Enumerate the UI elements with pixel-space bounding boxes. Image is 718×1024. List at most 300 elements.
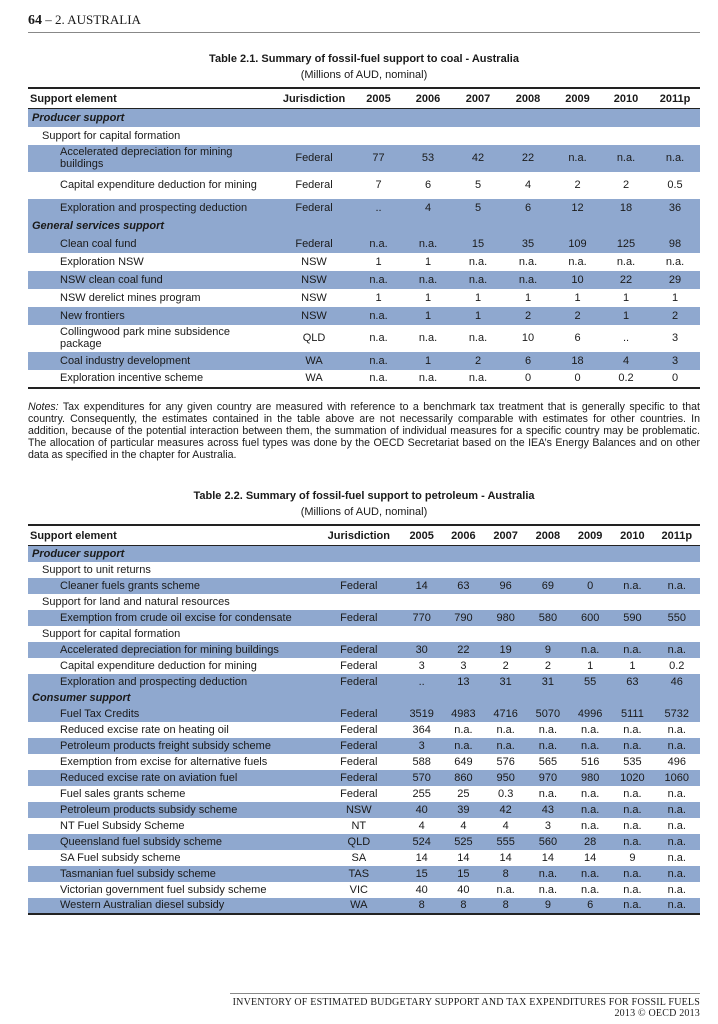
value-cell: 1	[602, 307, 650, 325]
value-cell: n.a.	[623, 819, 642, 832]
value-cell: 12	[553, 199, 602, 217]
col-header-support-element: Support element	[28, 88, 274, 109]
value-cell: 55	[569, 674, 611, 690]
value-cell: 524	[401, 834, 442, 850]
section-label: Producer support	[28, 546, 700, 562]
jurisdiction-cell: NSW	[301, 291, 327, 304]
value-cell: n.a.	[623, 723, 642, 736]
table-row	[28, 786, 700, 802]
value-cell: 600	[569, 610, 611, 626]
value-cell: 4	[460, 819, 467, 832]
jurisdiction-cell: QLD	[302, 332, 326, 344]
section-label: General services support	[28, 217, 700, 235]
value-cell: n.a.	[538, 787, 558, 800]
table-row	[28, 610, 700, 626]
value-cell: n.a.	[611, 866, 653, 882]
row-label: Petroleum products freight subsidy scheme	[28, 738, 317, 754]
value-cell: 14	[401, 578, 442, 594]
table-row	[28, 658, 700, 674]
value-cell: 790	[442, 610, 484, 626]
value-cell: 4	[403, 199, 453, 217]
value-cell: n.a.	[369, 372, 388, 384]
value-cell: 0	[524, 372, 532, 384]
value-cell: 2	[453, 352, 503, 370]
table-row	[28, 802, 700, 818]
value-cell: 364	[412, 723, 431, 736]
table-row	[28, 370, 700, 388]
value-cell: 980	[569, 770, 611, 786]
value-cell: n.a.	[538, 883, 558, 896]
value-cell: 0.2	[669, 659, 685, 672]
table-subtitle: (Millions of AUD, nominal)	[300, 69, 428, 81]
row-label: Capital expenditure deduction for mining	[60, 179, 257, 191]
table-row	[28, 307, 700, 325]
value-cell: n.a.	[667, 851, 686, 864]
table-row	[28, 834, 700, 850]
row-label: Queensland fuel subsidy scheme	[28, 834, 317, 850]
petroleum-support-table	[28, 524, 700, 915]
value-cell: 2	[650, 307, 700, 325]
value-cell: 1	[474, 291, 482, 304]
value-cell: 1	[424, 291, 432, 304]
value-cell: n.a.	[418, 372, 438, 384]
value-cell: 590	[611, 610, 653, 626]
table-row	[28, 818, 700, 834]
value-cell: n.a.	[496, 723, 515, 736]
value-cell: 1	[375, 255, 382, 268]
value-cell: n.a.	[654, 866, 700, 882]
value-cell: n.a.	[611, 834, 653, 850]
table-row	[28, 898, 700, 914]
col-header-jurisdiction: Jurisdiction	[317, 525, 402, 546]
table-notes	[28, 401, 700, 461]
value-cell: 0	[574, 372, 581, 384]
table-row	[28, 722, 700, 738]
value-cell: n.a.	[569, 642, 611, 658]
value-cell: n.a.	[485, 738, 527, 754]
value-cell: 9	[629, 851, 636, 864]
value-cell: 36	[650, 199, 700, 217]
value-cell: 15	[401, 866, 442, 882]
section-label: Producer support	[28, 109, 700, 127]
value-cell: 28	[569, 834, 611, 850]
value-cell: n.a.	[667, 723, 686, 736]
jurisdiction-cell: Federal	[317, 706, 402, 722]
value-cell: n.a.	[580, 883, 600, 896]
value-cell: 2	[544, 659, 551, 672]
jurisdiction-cell: NSW	[274, 271, 354, 289]
value-cell: n.a.	[654, 898, 700, 914]
table-subtitle: (Millions of AUD, nominal)	[300, 506, 428, 518]
value-cell: n.a.	[538, 723, 558, 736]
jurisdiction-cell: Federal	[340, 755, 378, 768]
value-cell: 40	[415, 883, 428, 896]
group-label: Support for capital formation	[42, 129, 181, 142]
value-cell: 42	[453, 145, 503, 172]
row-label: Exploration and prospecting deduction	[28, 674, 317, 690]
value-cell: 6	[503, 352, 553, 370]
value-cell: 255	[412, 787, 431, 800]
value-cell: n.a.	[354, 307, 403, 325]
value-cell: 14	[584, 851, 597, 864]
row-label: Exemption from excise for alternative fuels	[60, 755, 268, 768]
table-title: Table 2.1. Summary of fossil-fuel support to coal - Australia	[209, 53, 519, 65]
value-cell: 6	[424, 179, 432, 191]
row-label: Tasmanian fuel subsidy scheme	[28, 866, 317, 882]
value-cell: 96	[485, 578, 527, 594]
value-cell: 535	[623, 755, 642, 768]
value-cell: 109	[553, 235, 602, 253]
value-cell: 3	[418, 659, 425, 672]
value-cell: 30	[401, 642, 442, 658]
value-cell: 46	[654, 674, 700, 690]
value-cell: 2	[503, 307, 553, 325]
col-header-jurisdiction: Jurisdiction	[274, 88, 354, 109]
value-cell: 14	[499, 851, 512, 864]
value-cell: n.a.	[468, 332, 488, 344]
section-row	[28, 217, 700, 235]
table-row	[28, 352, 700, 370]
col-header-year: 2009	[569, 525, 611, 546]
value-cell: n.a.	[602, 145, 650, 172]
col-header-year: 2008	[503, 88, 553, 109]
value-cell: 14	[457, 851, 470, 864]
header-rule	[28, 32, 700, 33]
row-label: Fuel Tax Credits	[28, 706, 317, 722]
table-row	[28, 674, 700, 690]
value-cell: n.a.	[616, 255, 636, 268]
coal-support-table	[28, 87, 700, 389]
value-cell: 1	[375, 291, 382, 304]
row-label: Exploration NSW	[60, 255, 144, 268]
value-cell: 950	[485, 770, 527, 786]
value-cell: 0	[671, 372, 679, 384]
value-cell: 3	[544, 819, 551, 832]
jurisdiction-cell: Federal	[317, 642, 402, 658]
value-cell: 4	[602, 352, 650, 370]
jurisdiction-cell: Federal	[317, 610, 402, 626]
value-cell: 2	[502, 659, 509, 672]
value-cell: n.a.	[468, 255, 488, 268]
value-cell: 40	[401, 802, 442, 818]
value-cell: 53	[403, 145, 453, 172]
col-header-year: 2005	[354, 88, 403, 109]
value-cell: 5111	[611, 706, 653, 722]
jurisdiction-cell: TAS	[317, 866, 402, 882]
row-label: SA Fuel subsidy scheme	[60, 851, 181, 864]
table-title: Table 2.2. Summary of fossil-fuel support to petroleum - Australia	[193, 490, 535, 502]
row-label: Exploration incentive scheme	[60, 372, 204, 384]
jurisdiction-cell: NT	[351, 819, 367, 832]
value-cell: 980	[485, 610, 527, 626]
value-cell: 555	[485, 834, 527, 850]
value-cell: 69	[527, 578, 569, 594]
value-cell: 1	[403, 352, 453, 370]
value-cell: 0	[569, 578, 611, 594]
value-cell: 15	[442, 866, 484, 882]
jurisdiction-cell: VIC	[349, 883, 368, 896]
row-label: Clean coal fund	[28, 235, 274, 253]
group-row	[28, 594, 700, 610]
table-row	[28, 738, 700, 754]
value-cell: 31	[485, 674, 527, 690]
col-header-year: 2005	[401, 525, 442, 546]
value-cell: 570	[401, 770, 442, 786]
jurisdiction-cell: Federal	[340, 787, 378, 800]
col-header-year: 2007	[485, 525, 527, 546]
value-cell: 40	[457, 883, 470, 896]
value-cell: 77	[354, 145, 403, 172]
footer-rule	[230, 993, 700, 994]
value-cell: n.a.	[654, 642, 700, 658]
group-label: Support to unit returns	[42, 563, 151, 576]
table-row	[28, 706, 700, 722]
row-label: Cleaner fuels grants scheme	[28, 578, 317, 594]
value-cell: 1	[629, 659, 636, 672]
value-cell: 98	[650, 235, 700, 253]
value-cell: 4	[418, 819, 425, 832]
page-header	[28, 12, 700, 32]
page-footer: INVENTORY OF ESTIMATED BUDGETARY SUPPORT AND TAX EXPENDITURES FOR FOSSIL FUELS 2013 © OECD 2013	[232, 997, 700, 1019]
value-cell: 0.3	[498, 787, 514, 800]
jurisdiction-cell: QLD	[317, 834, 402, 850]
jurisdiction-cell: Federal	[317, 674, 402, 690]
value-cell: n.a.	[403, 235, 453, 253]
value-cell: 1060	[654, 770, 700, 786]
value-cell: 14	[415, 851, 428, 864]
value-cell: 19	[485, 642, 527, 658]
table-row	[28, 289, 700, 307]
value-cell: 1020	[611, 770, 653, 786]
row-label: NSW derelict mines program	[60, 291, 201, 304]
value-cell: n.a.	[442, 738, 484, 754]
col-header-year: 2011p	[654, 525, 700, 546]
header-row	[28, 88, 700, 109]
section-title: – 2. AUSTRALIA	[42, 12, 141, 27]
value-cell: 4	[524, 179, 532, 191]
value-cell: 8	[485, 866, 527, 882]
section-label: Consumer support	[28, 690, 700, 706]
value-cell: 31	[527, 674, 569, 690]
value-cell: n.a.	[354, 271, 403, 289]
value-cell: n.a.	[611, 898, 653, 914]
value-cell: 8	[401, 898, 442, 914]
value-cell: 560	[527, 834, 569, 850]
table-row	[28, 578, 700, 594]
table-row	[28, 754, 700, 770]
row-label: Fuel sales grants scheme	[60, 787, 186, 800]
row-label: Reduced excise rate on aviation fuel	[28, 770, 317, 786]
value-cell: n.a.	[527, 738, 569, 754]
value-cell: n.a.	[611, 642, 653, 658]
value-cell: n.a.	[667, 883, 686, 896]
value-cell: 496	[667, 755, 686, 768]
group-row	[28, 626, 700, 642]
value-cell: 3	[460, 659, 467, 672]
jurisdiction-cell: Federal	[317, 770, 402, 786]
table-row	[28, 850, 700, 866]
value-cell: 1	[622, 291, 630, 304]
value-cell: ..	[401, 674, 442, 690]
value-cell: n.a.	[403, 271, 453, 289]
value-cell: 550	[654, 610, 700, 626]
value-cell: 13	[442, 674, 484, 690]
value-cell: 6	[569, 898, 611, 914]
value-cell: 0.2	[618, 372, 634, 384]
value-cell: 6	[503, 199, 553, 217]
value-cell: 649	[454, 755, 473, 768]
value-cell: 0.5	[667, 179, 683, 191]
col-header-year: 2011p	[650, 88, 700, 109]
group-row	[28, 562, 700, 578]
section-row	[28, 109, 700, 127]
table-row	[28, 145, 700, 172]
value-cell: n.a.	[580, 819, 600, 832]
value-cell: n.a.	[667, 819, 686, 832]
col-header-year: 2006	[403, 88, 453, 109]
value-cell: n.a.	[569, 802, 611, 818]
value-cell: n.a.	[354, 352, 403, 370]
value-cell: n.a.	[568, 255, 587, 268]
value-cell: 2	[574, 179, 581, 191]
value-cell: 22	[442, 642, 484, 658]
notes-lead: Notes:	[28, 401, 59, 413]
value-cell: 18	[602, 199, 650, 217]
jurisdiction-cell: Federal	[340, 659, 378, 672]
table-row	[28, 882, 700, 898]
jurisdiction-cell: NSW	[317, 802, 402, 818]
value-cell: n.a.	[667, 787, 686, 800]
value-cell: 3	[401, 738, 442, 754]
value-cell: 10	[553, 271, 602, 289]
value-cell: 8	[485, 898, 527, 914]
value-cell: n.a.	[611, 738, 653, 754]
value-cell: 125	[602, 235, 650, 253]
value-cell: 5	[474, 179, 482, 191]
value-cell: 6	[574, 332, 581, 344]
value-cell: n.a.	[569, 866, 611, 882]
jurisdiction-cell: Federal	[317, 738, 402, 754]
jurisdiction-cell: Federal	[317, 578, 402, 594]
group-label: Support for capital formation	[42, 627, 181, 640]
value-cell: 25	[457, 787, 470, 800]
value-cell: ..	[622, 332, 630, 344]
table-row	[28, 253, 700, 271]
value-cell: 42	[485, 802, 527, 818]
table-row	[28, 172, 700, 199]
value-cell: n.a.	[611, 578, 653, 594]
section-row	[28, 546, 700, 562]
value-cell: n.a.	[580, 787, 600, 800]
row-label: NT Fuel Subsidy Scheme	[60, 819, 185, 832]
value-cell: n.a.	[580, 723, 600, 736]
col-header-year: 2008	[527, 525, 569, 546]
coal-table-block	[28, 53, 700, 389]
value-cell: 580	[527, 610, 569, 626]
value-cell: 3	[650, 352, 700, 370]
row-label: Exploration and prospecting deduction	[28, 199, 274, 217]
value-cell: 15	[453, 235, 503, 253]
value-cell: n.a.	[527, 866, 569, 882]
value-cell: 3	[671, 332, 679, 344]
value-cell: 18	[553, 352, 602, 370]
value-cell: 860	[442, 770, 484, 786]
value-cell: 4	[502, 819, 509, 832]
value-cell: 4996	[569, 706, 611, 722]
value-cell: ..	[354, 199, 403, 217]
jurisdiction-cell: WA	[274, 352, 354, 370]
value-cell: 516	[580, 755, 600, 768]
value-cell: n.a.	[518, 255, 538, 268]
value-cell: n.a.	[418, 332, 438, 344]
jurisdiction-cell: NSW	[301, 255, 327, 268]
value-cell: 525	[442, 834, 484, 850]
row-label: Exemption from crude oil excise for condensate	[28, 610, 317, 626]
row-label: Accelerated depreciation for mining buildings	[28, 642, 317, 658]
section-row	[28, 690, 700, 706]
table-row	[28, 866, 700, 882]
value-cell: 4716	[485, 706, 527, 722]
table-row	[28, 325, 700, 352]
value-cell: 7	[375, 179, 382, 191]
value-cell: 10	[521, 332, 535, 344]
value-cell: 22	[503, 145, 553, 172]
value-cell: 1	[403, 307, 453, 325]
table-row	[28, 271, 700, 289]
value-cell: 576	[496, 755, 515, 768]
value-cell: 1	[453, 307, 503, 325]
value-cell: 5732	[654, 706, 700, 722]
value-cell: n.a.	[650, 145, 700, 172]
value-cell: n.a.	[354, 235, 403, 253]
jurisdiction-cell: NSW	[274, 307, 354, 325]
value-cell: n.a.	[654, 802, 700, 818]
value-cell: 5	[453, 199, 503, 217]
value-cell: 2	[553, 307, 602, 325]
value-cell: 2	[622, 179, 630, 191]
jurisdiction-cell: Federal	[274, 235, 354, 253]
jurisdiction-cell: Federal	[340, 723, 378, 736]
value-cell: 3519	[401, 706, 442, 722]
value-cell: 1	[671, 291, 679, 304]
value-cell: n.a.	[454, 723, 473, 736]
value-cell: 9	[527, 642, 569, 658]
jurisdiction-cell: Federal	[274, 199, 354, 217]
value-cell: 39	[442, 802, 484, 818]
value-cell: 9	[527, 898, 569, 914]
value-cell: 1	[424, 255, 432, 268]
value-cell: 4983	[442, 706, 484, 722]
row-label: Western Australian diesel subsidy	[28, 898, 317, 914]
table-row	[28, 199, 700, 217]
petroleum-table-block	[28, 490, 700, 915]
col-header-support-element: Support element	[28, 525, 317, 546]
value-cell: n.a.	[468, 372, 488, 384]
value-cell: 29	[650, 271, 700, 289]
row-label: NSW clean coal fund	[28, 271, 274, 289]
value-cell: n.a.	[553, 145, 602, 172]
value-cell: 5070	[527, 706, 569, 722]
row-label: New frontiers	[28, 307, 274, 325]
row-label: Accelerated depreciation for mining buildings	[28, 145, 274, 172]
notes-text: Tax expenditures for any given country are measured with reference to a benchmark tax treatment that is generally specific to that country. Consequently, the estimates contained in the table above are not necessarily comparable with estimates for other countries. In addition, because of the potential interaction between them, the summation of individual measures for a specific country may be problematic. The allocation of particular measures across fuel types was done by the OECD Secretariat based on the IEA’s Energy Balances and on other data as specified in the chapter for Australia.	[28, 401, 700, 461]
value-cell: 14	[541, 851, 555, 864]
col-header-year: 2009	[553, 88, 602, 109]
page-number: 64	[28, 13, 42, 28]
value-cell: 1	[524, 291, 532, 304]
row-label: Capital expenditure deduction for mining	[60, 659, 257, 672]
jurisdiction-cell: SA	[351, 851, 367, 864]
